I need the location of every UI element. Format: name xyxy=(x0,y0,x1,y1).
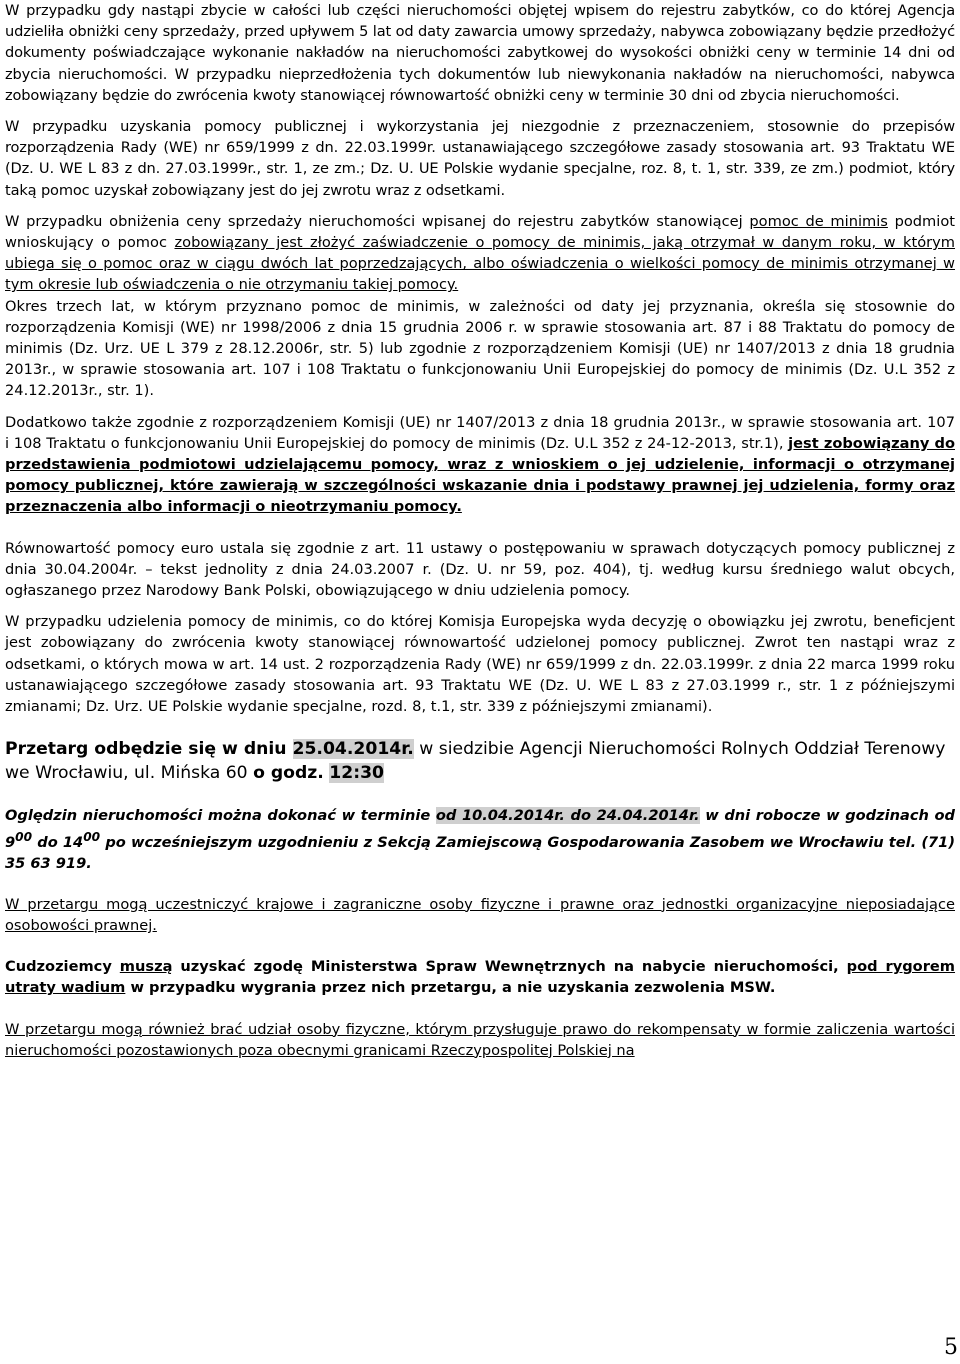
paragraph-three-year-period: Okres trzech lat, w którym przyznano pomoc de minimis, w zależności od daty jej przyznania, określa się stosownie do rozporządzenia Komisji (WE) nr 1998/2006 z dnia 15 grudnia 2006 r. w sprawie stosowania art. 87 i 88 Traktatu do pomocy de minimis (Dz. Urz. UE L 379 z 28.12.2006r, str. 5) lub zgodnie z rozporządzeniem Komisji (UE) nr 1407/2013 z dnia 18 grudnia 2013r., w sprawie stosowania art. 107 i 108 Traktatu o funkcjonowaniu Unii Europejskiej do pomocy de minimis (Dz. U.L 352 z 24.12.2013r., str. 1). xyxy=(5,297,955,400)
paragraph-inspection xyxy=(5,805,955,873)
bold-underlined-text: muszą xyxy=(119,958,173,976)
text-segment: Dodatkowo także zgodnie z rozporządzeniem Komisji (UE) nr 1407/2013 z dnia 18 grudnia 2013r., w sprawie stosowania art. 107 i 108 Traktatu o funkcjonowaniu Unii Europejskiej do pomocy de minimis (Dz. U.L 352 z 24-12-2013, str.1), xyxy=(5,413,955,452)
underlined-text: pomoc de minimis xyxy=(749,212,888,230)
underlined-text: W przetargu mogą również brać udział osoby fizyczne, którym przysługuje prawo do rekompensaty w formie zaliczenia wartości nieruchomości pozostawionych poza obecnymi granicami Rzeczypospolitej Polskiej na xyxy=(5,1020,955,1059)
bold-underlined-text: jest zobowiązany do przedstawienia podmiotowi udzielającemu pomocy, wraz z wnioskiem o jej udzielenie, informacji o otrzymanej pomocy publicznej, które zawierają w szczególności wskazanie dnia i podstawy prawnej jej udzielenia, formy oraz przeznaczenia albo informacji o nieotrzymaniu pomocy. xyxy=(5,434,955,516)
page-number: 5 xyxy=(944,1335,958,1360)
auction-date: 25.04.2014r. xyxy=(292,739,414,760)
paragraph-aid-recovery: W przypadku udzielenia pomocy de minimis, co do której Komisja Europejska wyda decyzję o obowiązku jej zwrotu, beneficjent jest zobowiązany do zwrócenia kwoty stanowiącej równowartość udzielonej pomocy publicznej. Zwrot ten nastąpi wraz z odsetkami, o których mowa w art. 14 ust. 2 rozporządzenia Rady (WE) nr 659/1999 z dn. 22.03.1999r. z dnia 22 marca 1999 roku ustanawiającego szczegółowe zasady stosowania art. 93 Traktatu WE (Dz. U. WE L 83 z 27.03.1999 r., str. 1 z późniejszymi zmianami; Dz. Urz. UE Polskie wydanie specjalne, rozd. 8, t.1, str. 339 z późniejszymi zmianami). xyxy=(5,613,955,716)
superscript: 00 xyxy=(15,829,33,844)
text-segment: W przypadku obniżenia ceny sprzedaży nieruchomości wpisanej do rejestru zabytków stanowiącej xyxy=(5,212,750,230)
document-page xyxy=(5,0,955,1061)
paragraph-auction-date xyxy=(5,737,955,785)
text-segment: w dni robocze w godzinach od 9 xyxy=(5,807,955,851)
text-segment: po wcześniejszym uzgodnieniu z Sekcją Zamiejscową Gospodarowania Zasobem we Wrocławiu tel. (71) 35 63 919. xyxy=(5,833,956,872)
paragraph-compensation xyxy=(5,1019,955,1061)
inspection-date-range: od 10.04.2014r. do 24.04.2014r. xyxy=(435,807,700,825)
paragraph-public-aid-return: W przypadku uzyskania pomocy publicznej i wykorzystania jej niezgodnie z przeznaczeniem, stosownie do przepisów rozporządzenia Rady (WE) nr 659/1999 z dn. 22.03.1999r. ustanawiającego szczegółowe zasady stosowania art. 93 Traktatu WE (Dz. U. WE L 83 z dn. 27.03.1999r., str. 1, ze zm.; Dz. U. UE Polskie wydanie specjalne, roz. 8, t. 1, str. 339, ze zm.) podmiot, który taką pomoc uzyskał zobowiązany jest do jej zwrotu wraz z odsetkami. xyxy=(5,118,955,199)
text-segment: Cudzoziemcy xyxy=(5,958,120,976)
paragraph-additional-obligation xyxy=(5,412,955,518)
auction-time: 12:30 xyxy=(329,763,385,784)
text-segment: Oględzin nieruchomości można dokonać w terminie xyxy=(5,807,436,825)
paragraph-de-minimis-certificate xyxy=(5,211,955,296)
text-segment: podmiot wnioskujący o pomoc xyxy=(5,212,955,252)
paragraph-euro-equivalent: Równowartość pomocy euro ustala się zgodnie z art. 11 ustawy o postępowaniu w sprawach dotyczących pomocy publicznej z dnia 30.04.2004r. – tekst jednolity z dnia 24.03.2007 r. (Dz. U. nr 59, poz. 404), tj. według kursu średniego walut obcych, ogłaszanego przez Narodowy Bank Polski, obowiązującego w dniu udzielenia pomocy. xyxy=(5,539,955,600)
text-segment: uzyskać zgodę Ministerstwa Spraw Wewnętrznych na nabycie nieruchomości, xyxy=(172,958,847,976)
paragraph-monument-sale: W przypadku gdy nastąpi zbycie w całości lub części nieruchomości objętej wpisem do rejestru zabytków, co do której Agencja udzieliła obniżki ceny sprzedaży, przed upływem 5 lat od daty zawarcia umowy sprzedaży, nabywca zobowiązany będzie przedłożyć dokumenty poświadczające wykonanie nakładów na nieruchomości zabytkowej do wysokości obniżki ceny w terminie 14 dni od zbycia nieruchomości. W przypadku nieprzedłożenia tych dokumentów lub niewykonania nakładów na nieruchomości, nabywca zobowiązany będzie do zwrócenia kwoty stanowiącej równowartość obniżki ceny w terminie 30 dni od zbycia nieruchomości. xyxy=(5,2,955,104)
paragraph-foreigners xyxy=(5,956,955,998)
underlined-text: zobowiązany jest złożyć zaświadczenie o pomocy de minimis, jaką otrzymał w danym roku, w którym ubiega się o pomoc oraz w ciągu dwóch lat poprzedzających, albo oświadczenia o wielkości pomocy de minimis otrzymanej w tym okresie lub oświadczenia o nie otrzymaniu takiej pomocy. xyxy=(5,234,956,294)
underlined-text: W przetargu mogą uczestniczyć krajowe i zagraniczne osoby fizyczne i prawne oraz jednostki organizacyjne nieposiadające osobowości prawnej. xyxy=(5,895,955,934)
superscript: 00 xyxy=(83,829,101,844)
text-segment: Przetarg odbędzie się w dniu xyxy=(5,739,293,760)
bold-underlined-text: pod rygorem utraty wadium xyxy=(5,958,956,997)
paragraph-participants xyxy=(5,894,955,936)
text-segment: w przypadku wygrania przez nich przetargu, a nie uzyskania zezwolenia MSW. xyxy=(125,979,776,997)
text-segment: do 14 xyxy=(32,833,84,851)
text-segment: o godz. xyxy=(253,763,324,784)
text-segment: w siedzibie Agencji Nieruchomości Rolnych Oddział Terenowy we Wrocławiu, ul. Mińska 60 xyxy=(5,739,946,784)
